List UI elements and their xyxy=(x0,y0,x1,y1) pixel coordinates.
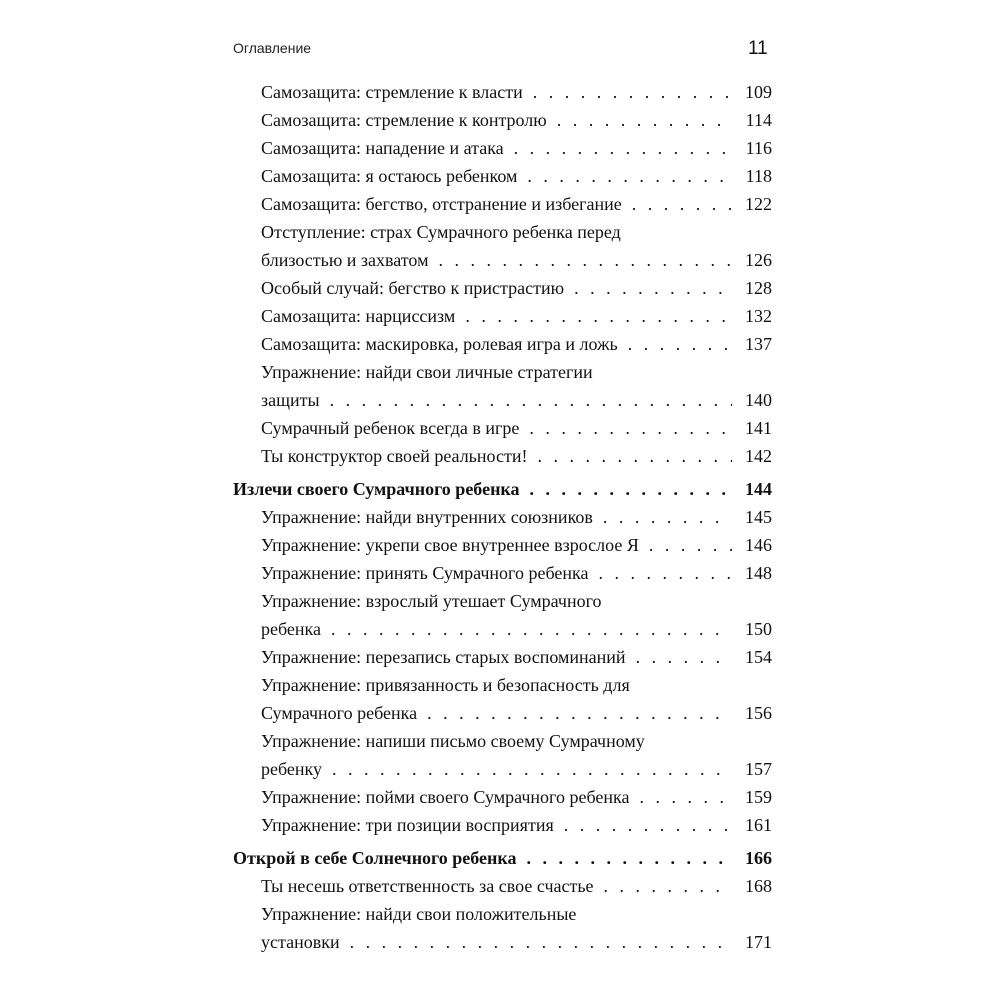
toc-entry xyxy=(233,531,772,559)
toc-entry-title: Сумрачный ребенок всегда в игре xyxy=(261,418,520,438)
toc-entry xyxy=(233,503,772,531)
toc-entry-title: Самозащита: нападение и атака xyxy=(261,138,504,158)
toc-entry-title: Сумрачного ребенка xyxy=(261,703,418,723)
toc-entry-title-first-line: Упражнение: привязанность и безопасность для xyxy=(261,675,630,695)
toc-entry-title: Самозащита: я остаюсь ребенком xyxy=(261,166,518,186)
toc-entry-title: Самозащита: маскировка, ролевая игра и ложь xyxy=(261,334,618,354)
toc-entry-title: Упражнение: пойми своего Сумрачного ребенка xyxy=(261,787,630,807)
dot-leader xyxy=(530,475,732,503)
dot-leader xyxy=(514,134,732,162)
table-of-contents xyxy=(233,78,772,956)
toc-entry-title-first-line: Упражнение: взрослый утешает Сумрачного xyxy=(261,591,602,611)
toc-entry-page: 116 xyxy=(745,138,772,158)
toc-entry xyxy=(233,330,772,358)
dot-leader xyxy=(574,274,732,302)
dot-leader xyxy=(427,699,732,727)
toc-entry xyxy=(233,358,772,414)
dot-leader xyxy=(636,643,732,671)
toc-entry-title: Ты конструктор своей реальности! xyxy=(261,446,528,466)
toc-entry xyxy=(233,643,772,671)
toc-entry-title-first-line: Упражнение: найди свои положительные xyxy=(261,904,577,924)
toc-entry xyxy=(233,414,772,442)
toc-entry-title-first-line: Отступление: страх Сумрачного ребенка перед xyxy=(261,222,621,242)
toc-entry-title: Самозащита: стремление к власти xyxy=(261,82,523,102)
toc-entry-title: ребенка xyxy=(261,619,321,639)
dot-leader xyxy=(527,844,732,872)
toc-entry xyxy=(233,872,772,900)
toc-chapter-title: Излечи своего Сумрачного ребенка xyxy=(233,479,520,499)
toc-entry-title: Ты несешь ответственность за свое счастье xyxy=(261,876,594,896)
dot-leader xyxy=(438,246,732,274)
toc-entry-title: Упражнение: перезапись старых воспоминаний xyxy=(261,647,626,667)
toc-entry xyxy=(233,811,772,839)
toc-entry xyxy=(233,162,772,190)
toc-entry-page: 141 xyxy=(745,418,772,438)
toc-entry xyxy=(233,78,772,106)
toc-entry-page: 161 xyxy=(745,815,772,835)
dot-leader xyxy=(529,414,732,442)
toc-entry-title: установки xyxy=(261,932,340,952)
toc-entry-title: Самозащита: стремление к контролю xyxy=(261,110,547,130)
dot-leader xyxy=(632,190,732,218)
toc-entry xyxy=(233,442,772,470)
toc-entry-page: 132 xyxy=(745,306,772,326)
toc-chapter-title: Открой в себе Солнечного ребенка xyxy=(233,848,517,868)
toc-entry-page: 154 xyxy=(745,647,772,667)
toc-entry-title: Упражнение: найди внутренних союзников xyxy=(261,507,593,527)
toc-entry xyxy=(233,218,772,274)
dot-leader xyxy=(330,386,732,414)
toc-entry-page: 114 xyxy=(745,110,772,130)
toc-entry-page: 168 xyxy=(745,876,772,896)
toc-entry-page: 122 xyxy=(745,194,772,214)
toc-entry xyxy=(233,559,772,587)
toc-chapter-heading xyxy=(233,844,772,872)
toc-entry-page: 157 xyxy=(745,759,772,779)
toc-entry-page: 150 xyxy=(745,619,772,639)
toc-entry-page: 145 xyxy=(745,507,772,527)
toc-entry-page: 156 xyxy=(745,703,772,723)
toc-entry xyxy=(233,134,772,162)
toc-chapter-heading xyxy=(233,475,772,503)
toc-entry xyxy=(233,783,772,811)
toc-entry xyxy=(233,727,772,783)
dot-leader xyxy=(537,442,732,470)
toc-entry xyxy=(233,190,772,218)
toc-entry-title: близостью и захватом xyxy=(261,250,429,270)
toc-chapter-page: 144 xyxy=(745,479,772,499)
toc-entry xyxy=(233,900,772,956)
toc-entry-page: 126 xyxy=(745,250,772,270)
toc-entry-page: 159 xyxy=(745,787,772,807)
page-number: 11 xyxy=(748,38,768,59)
toc-entry-page: 142 xyxy=(745,446,772,466)
running-head: Оглавление xyxy=(233,40,312,56)
dot-leader xyxy=(332,755,732,783)
dot-leader xyxy=(350,928,732,956)
dot-leader xyxy=(598,559,732,587)
toc-entry-page: 118 xyxy=(745,166,772,186)
toc-entry-page: 140 xyxy=(745,390,772,410)
dot-leader xyxy=(604,872,732,900)
dot-leader xyxy=(465,302,732,330)
dot-leader xyxy=(331,615,732,643)
toc-entry xyxy=(233,274,772,302)
toc-entry-title: Самозащита: нарциссизм xyxy=(261,306,456,326)
toc-entry-page: 137 xyxy=(745,334,772,354)
toc-chapter-page: 166 xyxy=(745,848,772,868)
toc-entry-page: 171 xyxy=(745,932,772,952)
toc-entry-title-first-line: Упражнение: напиши письмо своему Сумрачному xyxy=(261,731,645,751)
dot-leader xyxy=(649,531,732,559)
toc-entry-page: 109 xyxy=(745,82,772,102)
toc-entry-title: защиты xyxy=(261,390,320,410)
toc-entry-title-first-line: Упражнение: найди свои личные стратегии xyxy=(261,362,593,382)
dot-leader xyxy=(628,330,732,358)
dot-leader xyxy=(533,78,732,106)
toc-entry-page: 148 xyxy=(745,563,772,583)
toc-entry-page: 128 xyxy=(745,278,772,298)
toc-entry xyxy=(233,587,772,643)
toc-entry xyxy=(233,106,772,134)
dot-leader xyxy=(527,162,732,190)
dot-leader xyxy=(557,106,732,134)
toc-entry-title: Особый случай: бегство к пристрастию xyxy=(261,278,565,298)
toc-entry xyxy=(233,671,772,727)
toc-entry-title: Упражнение: укрепи свое внутреннее взрослое Я xyxy=(261,535,639,555)
toc-entry-page: 146 xyxy=(745,535,772,555)
toc-entry-title: Самозащита: бегство, отстранение и избегание xyxy=(261,194,622,214)
toc-entry-title: Упражнение: три позиции восприятия xyxy=(261,815,554,835)
dot-leader xyxy=(564,811,732,839)
dot-leader xyxy=(640,783,733,811)
toc-entry xyxy=(233,302,772,330)
toc-entry-title: ребенку xyxy=(261,759,323,779)
dot-leader xyxy=(603,503,732,531)
toc-entry-title: Упражнение: принять Сумрачного ребенка xyxy=(261,563,589,583)
